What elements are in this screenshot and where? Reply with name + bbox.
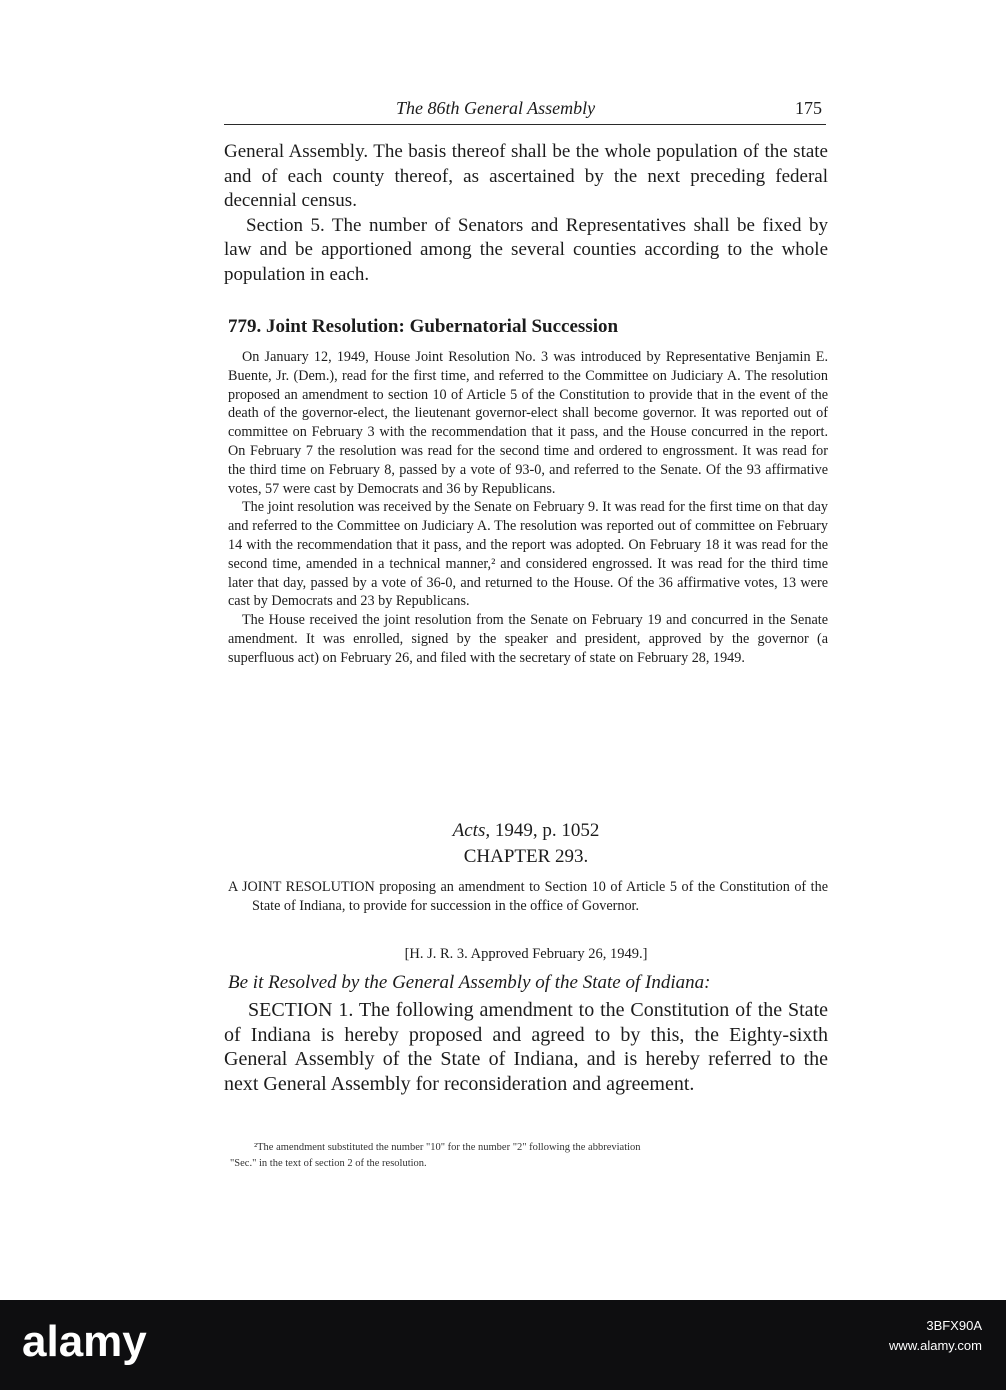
- history-paragraph-2: The joint resolution was received by the Senate on February 9. It was read for the first time on that day and referred to the Committee on Judiciary A. The resolution was reported out of committee on February 14 with the recommendation that it pass, and the report was adopted. On February 18 it was read for the second time, amended in a technical manner,² and considered engrossed. It was read for the third time later that day, passed by a vote of 36-0, and returned to the House. Of the 36 affirmative votes, 13 were cast by Democrats and 23 by Republicans.: [228, 499, 828, 610]
- footnote-line-2: "Sec." in the text of section 2 of the resolution.: [230, 1158, 427, 1169]
- alamy-logo-text: alamy: [22, 1317, 147, 1366]
- enacting-clause: Be it Resolved by the General Assembly of the State of Indiana:: [228, 972, 711, 993]
- intro-continuation: General Assembly. The basis thereof shall be the whole population of the state and of each county thereof, as ascertained by the next preceding federal decennial census.: [224, 141, 828, 211]
- joint-resolution-lead: A JOINT RESOLUTION: [228, 879, 375, 895]
- approval-note: [H. J. R. 3. Approved February 26, 1949.]: [404, 946, 648, 962]
- page-number: 175: [795, 98, 822, 118]
- running-header: [224, 96, 826, 125]
- alamy-logo: [18, 1310, 208, 1374]
- footnote-line-1: ²The amendment substituted the number "10" for the number "2" following the abbreviation: [254, 1142, 641, 1153]
- joint-resolution-title: [228, 878, 828, 916]
- acts-label: Acts,: [452, 820, 491, 841]
- watermark-id: [889, 1316, 982, 1356]
- watermark-bar: [0, 1300, 1006, 1390]
- watermark-url: www.alamy.com: [889, 1338, 982, 1353]
- image-id: 3BFX90A: [926, 1318, 982, 1333]
- footnote: [230, 1140, 834, 1172]
- section-1-paragraph: SECTION 1. The following amendment to the Constitution of the State of Indiana is hereby proposed and agreed to by this, the Eighty-sixth General Assembly of the State of Indiana, and is hereby referred to the next General Assembly for reconsideration and agreement.: [224, 999, 828, 1095]
- section-heading: 779. Joint Resolution: Gubernatorial Succession: [228, 316, 619, 337]
- acts-citation: [224, 820, 828, 842]
- section-5-paragraph: Section 5. The number of Senators and Representatives shall be fixed by law and be apportioned among the several counties according to the whole population in each.: [224, 214, 828, 285]
- intro-text: [224, 140, 828, 287]
- section-1-text: [224, 998, 828, 1096]
- running-header-title: The 86th General Assembly: [396, 98, 596, 118]
- history-paragraph-1: On January 12, 1949, House Joint Resolution No. 3 was introduced by Representative Benjamin E. Buente, Jr. (Dem.), read for the first time, and referred to the Committee on Judiciary A. The resolution proposed an amendment to section 10 of Article 5 of the Constitution to provide that in the event of the death of the governor-elect, the lieutenant governor-elect shall become governor. It was reported out of committee on February 3 with the recommendation that it pass, and the House concurred in the report. On February 7 the resolution was read for the second time and ordered to engrossment. It was read for the third time on February 8, passed by a vote of 93-0, and referred to the Senate. Of the 93 affirmative votes, 57 were cast by Democrats and 36 by Republicans.: [228, 349, 828, 497]
- history-paragraph-3: The House received the joint resolution from the Senate on February 19 and concurred in the Senate amendment. It was enrolled, signed by the speaker and president, approved by the governor (a superfluous act) on February 26, and filed with the secretary of state on February 28, 1949.: [228, 612, 828, 666]
- chapter-title: CHAPTER 293.: [463, 846, 589, 867]
- resolution-history: [228, 348, 828, 668]
- joint-resolution-text: proposing an amendment to Section 10 of Article 5 of the Constitution of the State of Indiana, to provide for succession in the office of Governor.: [252, 879, 828, 914]
- acts-reference: 1949, p. 1052: [490, 820, 600, 841]
